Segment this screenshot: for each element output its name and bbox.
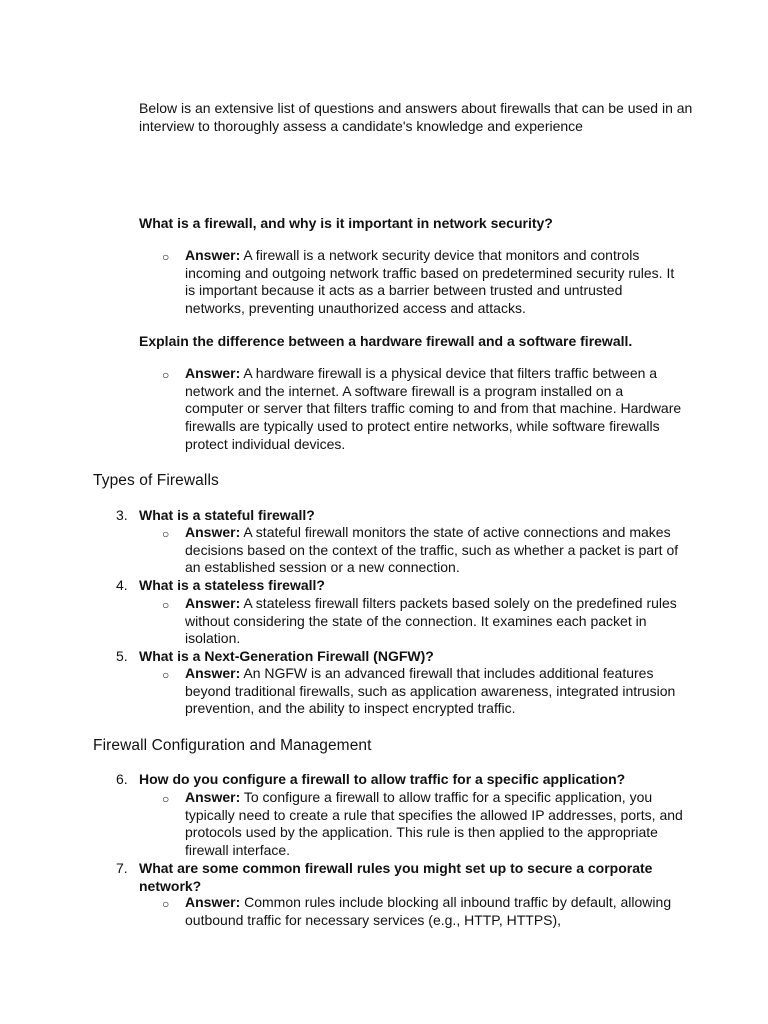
bullet-icon: ○ <box>162 598 170 612</box>
answer-text <box>185 247 685 318</box>
question-text: What are some common firewall rules you might set up to secure a corporate network? <box>139 860 653 894</box>
bullet-icon: ○ <box>162 792 170 806</box>
answer-body: A stateless firewall filters packets based solely on the predefined rules without considering the state of the connection. It examines each packet in isolation. <box>185 595 677 647</box>
answer-label: Answer: <box>185 665 241 681</box>
answer-text <box>185 524 685 577</box>
intro-paragraph: Below is an extensive list of questions and answers about firewalls that can be used in an interview to thoroughly assess a candidate's knowledge and experience <box>139 100 693 134</box>
answer-label: Answer: <box>185 524 241 540</box>
answer-body: A firewall is a network security device that monitors and controls incoming and outgoing network traffic based on predetermined security rules. It is important because it acts as a barrier between trusted and untrusted networks, preventing unauthorized access and attacks. <box>185 247 675 317</box>
section-heading: Types of Firewalls <box>93 472 219 489</box>
answer-text <box>185 894 685 929</box>
answer-text <box>185 595 685 648</box>
question-text: How do you configure a firewall to allow traffic for a specific application? <box>139 771 626 787</box>
list-number: 6. <box>116 771 128 787</box>
answer-body: A hardware firewall is a physical device that filters traffic between a network and the internet. A software firewall is a program installed on a computer or server that filters traffic coming to and from that machine. Hardware firewalls are typically used to protect entire networks, while software firewalls protect individual devices. <box>185 365 682 452</box>
question-text: Explain the difference between a hardware firewall and a software firewall. <box>139 333 633 349</box>
answer-body: A stateful firewall monitors the state of active connections and makes decisions based on the context of the traffic, such as whether a packet is part of an established session or a new connection. <box>185 524 679 576</box>
answer-text <box>185 665 685 718</box>
question-text: What is a stateful firewall? <box>139 507 315 523</box>
bullet-icon: ○ <box>162 368 170 382</box>
bullet-icon: ○ <box>162 250 170 264</box>
answer-text <box>185 365 685 454</box>
bullet-icon: ○ <box>162 668 170 682</box>
question-text: What is a stateless firewall? <box>139 577 325 593</box>
answer-body: To configure a firewall to allow traffic for a specific application, you typically need to create a rule that specifies the allowed IP addresses, ports, and protocols used by the application. This rule is then applied to the appropriate firewall interface. <box>185 789 683 859</box>
section-heading: Firewall Configuration and Management <box>93 737 372 754</box>
question-text: What is a Next-Generation Firewall (NGFW)? <box>139 648 434 664</box>
list-number: 5. <box>116 648 128 664</box>
bullet-icon: ○ <box>162 527 170 541</box>
question-text: What is a firewall, and why is it important in network security? <box>139 215 553 231</box>
answer-label: Answer: <box>185 789 241 805</box>
answer-label: Answer: <box>185 894 241 910</box>
answer-body: An NGFW is an advanced firewall that includes additional features beyond traditional firewalls, such as application awareness, integrated intrusion prevention, and the ability to inspect encrypted traffic. <box>185 665 676 717</box>
list-number: 4. <box>116 577 128 593</box>
answer-text <box>185 789 685 860</box>
list-number: 7. <box>116 860 128 876</box>
answer-label: Answer: <box>185 595 241 611</box>
list-number: 3. <box>116 507 128 523</box>
answer-label: Answer: <box>185 247 241 263</box>
answer-body: Common rules include blocking all inbound traffic by default, allowing outbound traffic for necessary services (e.g., HTTP, HTTPS), <box>185 894 672 928</box>
answer-label: Answer: <box>185 365 241 381</box>
bullet-icon: ○ <box>162 897 170 911</box>
